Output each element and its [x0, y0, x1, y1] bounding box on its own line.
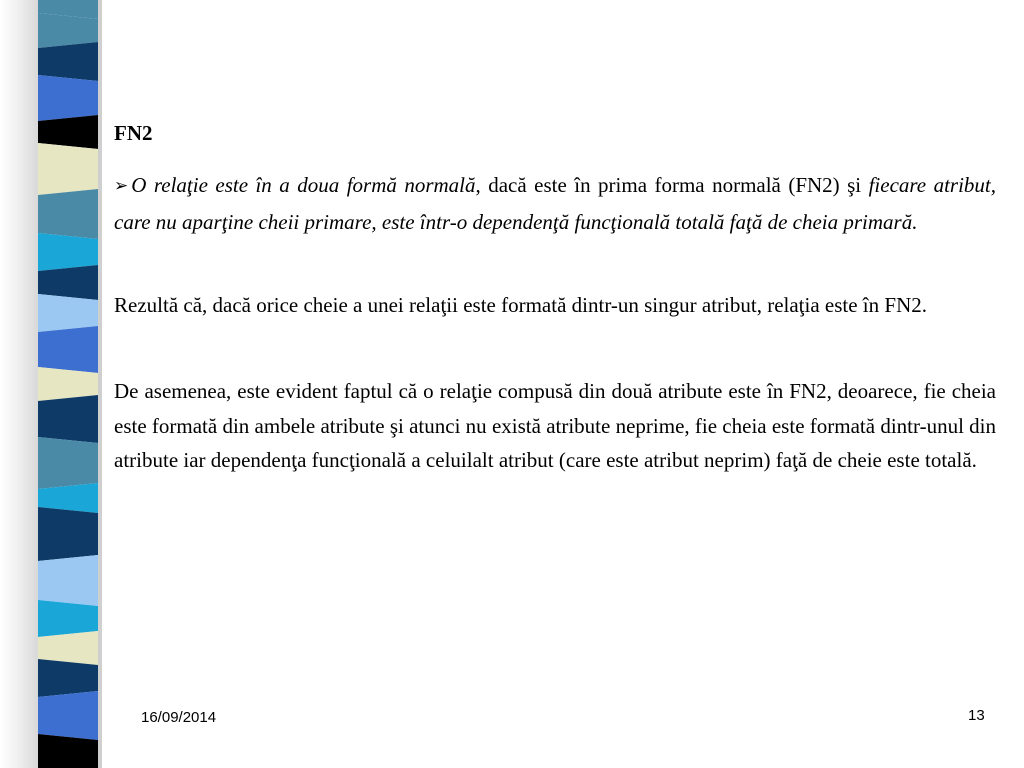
ribbon-block [38, 189, 98, 239]
ribbon-block [38, 507, 98, 561]
ribbon-block [38, 265, 98, 300]
ribbon-block [38, 600, 98, 637]
definition-term: O relaţie este în a doua formă normală [131, 173, 476, 197]
paragraph-two-attributes: De asemenea, este evident faptul că o relaţie compusă din două atribute este în FN2, deoarece, fie cheia este formată din ambele atribute şi atunci nu există atribute neprime, fie cheia este formată dintr-unul din atribute iar dependenţa funcţională a celuilalt atribut (care este atribut neprim) faţă de cheie este totală. [114, 379, 996, 472]
paragraph-consequence: Rezultă că, dacă orice cheie a unei relaţii este formată dintr-un singur atribut, relaţia este în FN2. [114, 293, 927, 317]
ribbon-block [38, 659, 98, 697]
ribbon-block [38, 395, 98, 443]
ribbon-block [38, 437, 98, 489]
ribbon-block [38, 42, 98, 81]
definition-condition: fiecare atribut, care nu aparţine cheii primare, este într-o dependenţă funcţională totală faţă de cheia primară. [114, 173, 997, 234]
ribbon-block [38, 294, 98, 332]
ribbon-block [38, 367, 98, 401]
ribbon-block [38, 233, 98, 271]
ribbon-block [38, 326, 98, 373]
arrow-bullet-icon: ➢ [114, 176, 129, 196]
definition-middle: , dacă este în prima forma normală (FN2) şi [475, 173, 869, 197]
ribbon-block [38, 691, 98, 740]
page-number: 13 [968, 707, 985, 724]
slide-heading: FN2 [114, 121, 153, 145]
ribbon-block [38, 13, 98, 48]
paragraph-definition [114, 168, 996, 239]
ribbon-block [38, 143, 98, 195]
ribbon-block [38, 75, 98, 121]
ribbon-block [38, 555, 98, 606]
decorative-ribbon [0, 0, 130, 768]
footer-date: 16/09/2014 [141, 709, 217, 726]
ribbon-shadow-edge [98, 0, 102, 768]
